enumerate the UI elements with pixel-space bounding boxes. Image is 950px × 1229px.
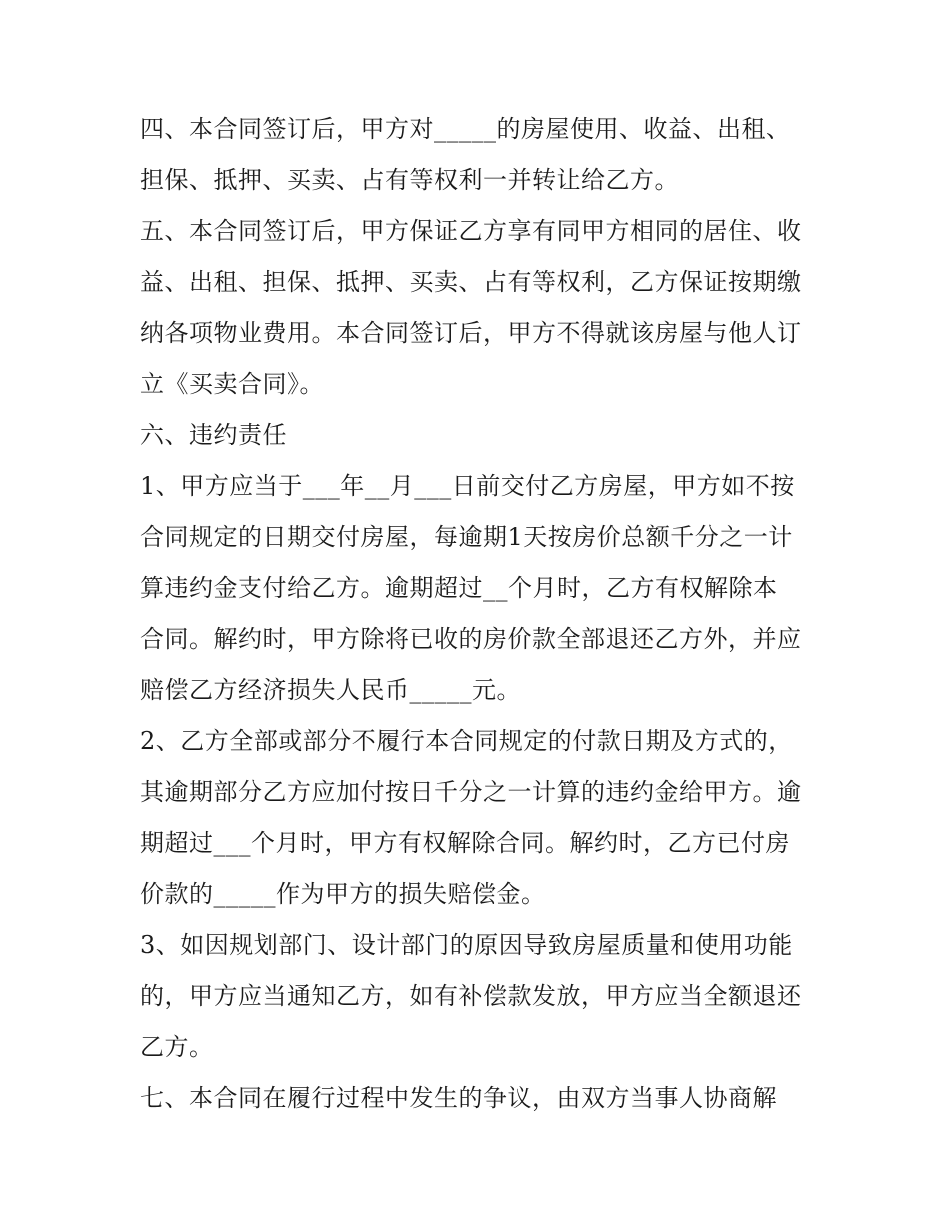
text-line: 纳各项物业费用。本合同签订后，甲方不得就该房屋与他人订 [140,319,802,347]
text-line: 四、本合同签订后，甲方对_____的房屋使用、收益、出租、 [140,115,791,143]
text-line: 其逾期部分乙方应加付按日千分之一计算的违约金给甲方。逾 [140,778,802,806]
text-line: 立《买卖合同》。 [140,370,324,398]
text-line: 赔偿乙方经济损失人民币_____元。 [140,676,521,704]
text-line: 乙方。 [140,1033,214,1061]
text-line: 期超过___个月时，甲方有权解除合同。解约时，乙方已付房 [140,829,790,857]
text-line: 价款的_____作为甲方的损失赔偿金。 [140,880,546,908]
text-line: 合同规定的日期交付房屋，每逾期1天按房价总额千分之一计 [140,523,793,551]
text-line: 算违约金支付给乙方。逾期超过__个月时，乙方有权解除本 [140,574,778,602]
text-line: 担保、抵押、买卖、占有等权利一并转让给乙方。 [140,166,679,194]
text-line: 合同。解约时，甲方除将已收的房价款全部退还乙方外，并应 [140,625,802,653]
text-line: 1、甲方应当于___年__月___日前交付乙方房屋，甲方如不按 [140,472,795,500]
text-line: 3、如因规划部门、设计部门的原因导致房屋质量和使用功能 [140,931,793,959]
section-heading: 六、违约责任 [140,421,287,449]
text-line: 益、出租、担保、抵押、买卖、占有等权利，乙方保证按期缴 [140,268,802,296]
document-body [140,104,820,1124]
text-line: 七、本合同在履行过程中发生的争议，由双方当事人协商解 [140,1084,777,1112]
text-line: 五、本合同签订后，甲方保证乙方享有同甲方相同的居住、收 [140,217,802,245]
text-line: 的，甲方应当通知乙方，如有补偿款发放，甲方应当全额退还 [140,982,802,1010]
text-line: 2、乙方全部或部分不履行本合同规定的付款日期及方式的， [140,727,793,755]
